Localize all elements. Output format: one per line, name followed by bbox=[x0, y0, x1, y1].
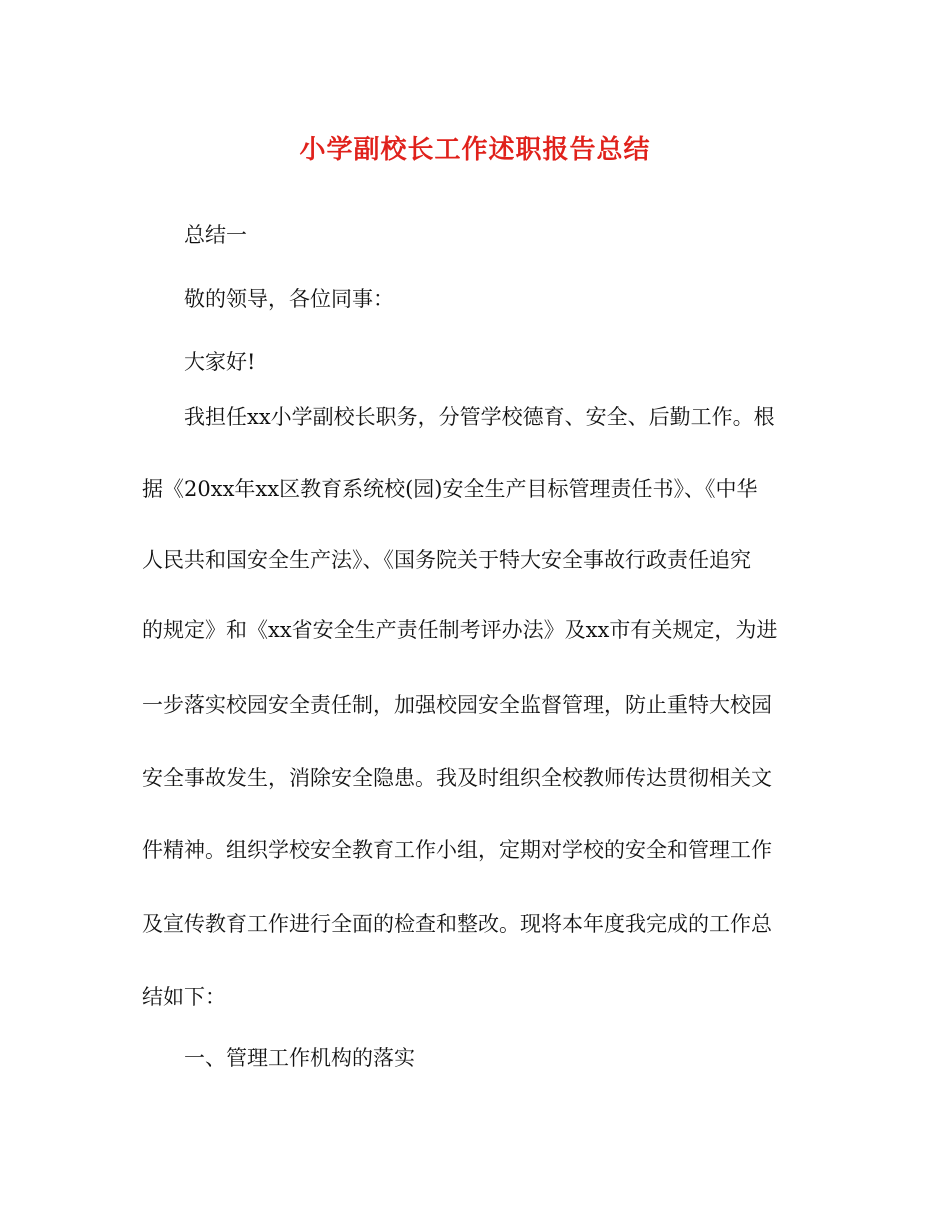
paragraph-line: 的规定》和《xx省安全生产责任制考评办法》及xx市有关规定，为进 bbox=[142, 618, 778, 642]
paragraph-line: 及宣传教育工作进行全面的检查和整改。现将本年度我完成的工作总 bbox=[142, 912, 772, 936]
paragraph-line: 据《20xx年xx区教育系统校(园)安全生产目标管理责任书》、《中华 bbox=[142, 477, 758, 501]
section-heading-summary-one: 总结一 bbox=[184, 223, 247, 247]
salutation-line: 敬的领导，各位同事： bbox=[184, 287, 394, 311]
document-title: 小学副校长工作述职报告总结 bbox=[299, 135, 651, 165]
section-heading-one: 一、管理工作机构的落实 bbox=[184, 1046, 415, 1070]
paragraph-line: 件精神。组织学校安全教育工作小组，定期对学校的安全和管理工作 bbox=[142, 838, 772, 862]
paragraph-line: 结如下： bbox=[142, 985, 226, 1009]
paragraph-line: 人民共和国安全生产法》、《国务院关于特大安全事故行政责任追究 bbox=[142, 548, 751, 572]
greeting-line: 大家好! bbox=[184, 350, 256, 374]
paragraph-line: 我担任xx小学副校长职务，分管学校德育、安全、后勤工作。根 bbox=[184, 405, 775, 429]
paragraph-line: 安全事故发生，消除安全隐患。我及时组织全校教师传达贯彻相关文 bbox=[142, 766, 772, 790]
paragraph-line: 一步落实校园安全责任制，加强校园安全监督管理，防止重特大校园 bbox=[142, 693, 772, 717]
